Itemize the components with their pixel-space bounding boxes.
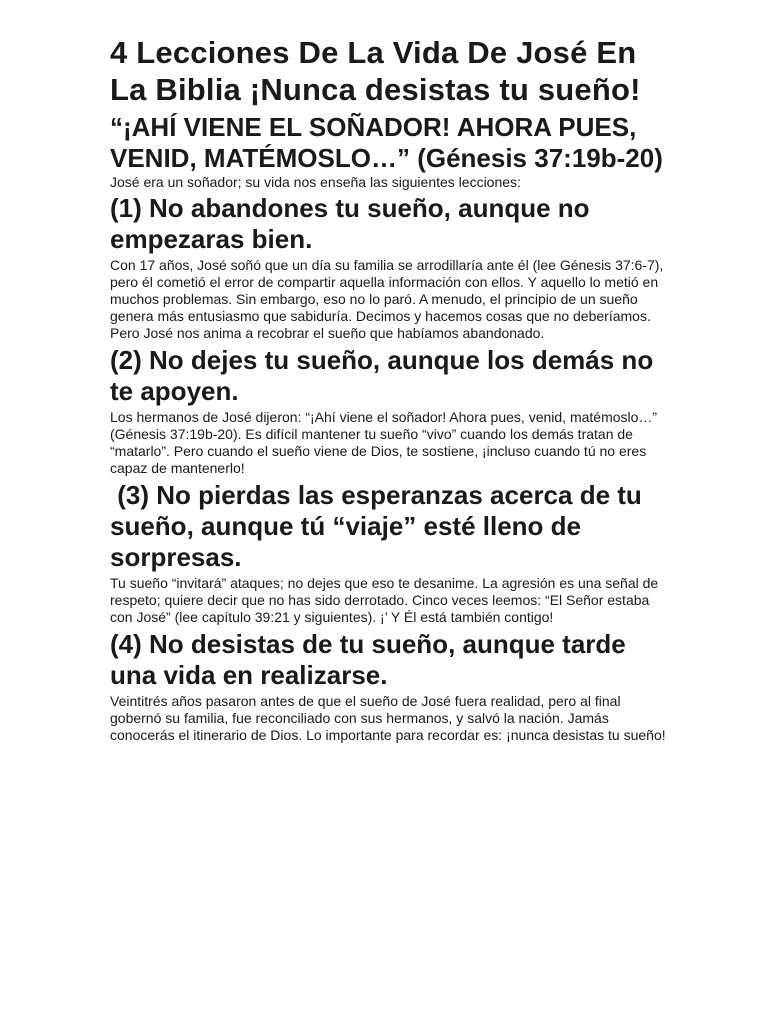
lesson-text: Con 17 años, José soñó que un día su familia se arrodillaría ante él (lee Génesis 37:6-7), pero él cometió el error de compartir aquella información con ellos. Y aquello lo metió en muchos problemas. Sin embargo, eso no lo paró. A menudo, el principio de un sueño genera más entusiasmo que sabiduría. Decimos y hacemos cosas que no deberíamos. Pero José nos anima a recobrar el sueño que habíamos abandonado. [110,257,664,341]
document-page [110,34,666,744]
lesson-heading: (4) No desistas de tu sueño, aunque tarde una vida en realizarse. [110,629,633,690]
intro-paragraph: José era un soñador; su vida nos enseña las siguientes lecciones: [110,174,521,190]
lesson-4 [110,629,666,744]
lesson-heading: (2) No dejes tu sueño, aunque los demás no te apoyen. [110,345,661,406]
lesson-text: Tu sueño “invitará” ataques; no dejes que eso te desanime. La agresión es una señal de respeto; quiere decir que no has sido derrotado. Cinco veces leemos: “El Señor estaba con José” (lee capítulo 39:21 y siguientes). ¡’ Y Él está también contigo! [110,575,659,625]
lesson-text: Veintitrés años pasaron antes de que el sueño de José fuera realidad, pero al final gobernó su familia, fue reconciliado con sus hermanos, y salvó la nación. Jamás conocerás el itinerario de Dios. Lo importante para recordar es: ¡nunca desistas tu sueño! [110,693,666,743]
lesson-1 [110,193,666,342]
document-title: 4 Lecciones De La Vida De José En La Biblia ¡Nunca desistas tu sueño! [110,35,641,107]
lesson-heading: (1) No abandones tu sueño, aunque no empezaras bien. [110,193,597,254]
lesson-3 [110,480,666,626]
lesson-heading: (3) No pierdas las esperanzas acerca de tu sueño, aunque tú “viaje” esté lleno de sorpresas. [110,480,650,572]
lesson-text: Los hermanos de José dijeron: “¡Ahí viene el soñador! Ahora pues, venid, matémoslo…” (Génesis 37:19b-20). Es difícil mantener tu sueño “vivo” cuando los demás tratan de “matarlo”. Pero cuando el sueño viene de Dios, te sostiene, ¡incluso cuando tú no eres capaz de mantenerlo! [110,409,658,476]
scripture-quote: “¡AHÍ VIENE EL SOÑADOR! AHORA PUES, VENID, MATÉMOSLO…” (Génesis 37:19b-20) [110,112,663,173]
lesson-2 [110,345,666,477]
